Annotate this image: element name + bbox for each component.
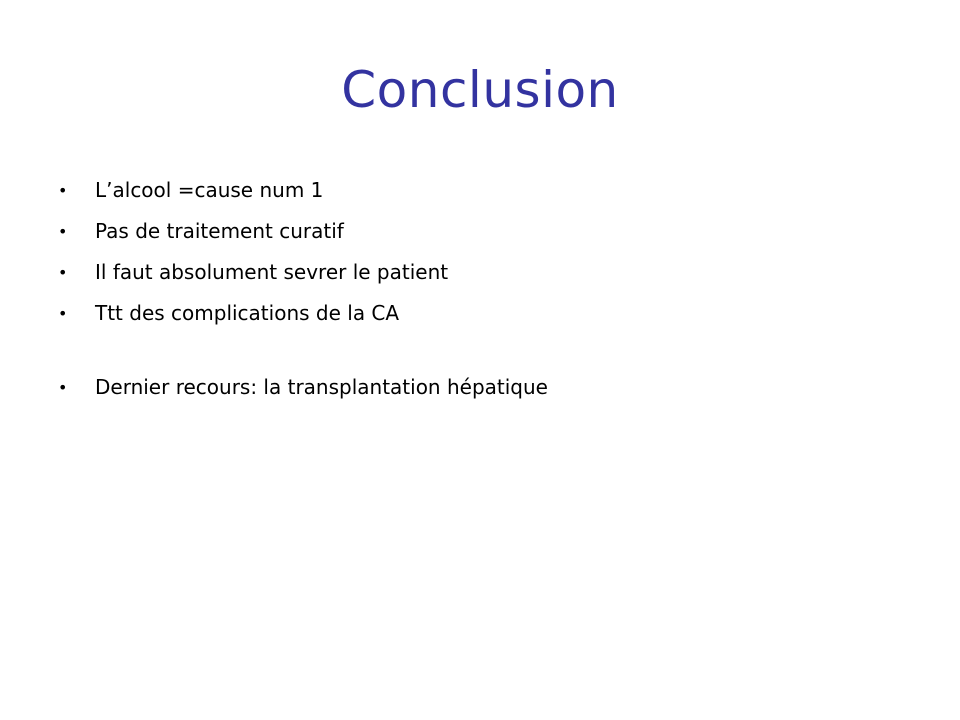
- bullet-dot-icon: •: [58, 222, 68, 241]
- bullet-item: [56, 252, 916, 293]
- bullet-dot-icon: •: [58, 263, 68, 282]
- bullet-dot-icon: •: [58, 304, 68, 323]
- bullet-text: Dernier recours: la transplantation hépatique: [95, 375, 548, 399]
- slide-title: Conclusion: [341, 61, 619, 119]
- bullet-dot-icon: •: [58, 181, 68, 200]
- bullet-list: [56, 170, 916, 408]
- bullet-item: [56, 367, 916, 408]
- bullet-text: Ttt des complications de la CA: [95, 301, 400, 325]
- bullet-dot-icon: •: [58, 378, 68, 397]
- bullet-item: [56, 293, 916, 334]
- bullet-item: [56, 170, 916, 211]
- bullet-text: L’alcool =cause num 1: [95, 178, 324, 202]
- bullet-item: [56, 211, 916, 252]
- bullet-text: Pas de traitement curatif: [95, 219, 344, 243]
- bullet-text: Il faut absolument sevrer le patient: [95, 260, 449, 284]
